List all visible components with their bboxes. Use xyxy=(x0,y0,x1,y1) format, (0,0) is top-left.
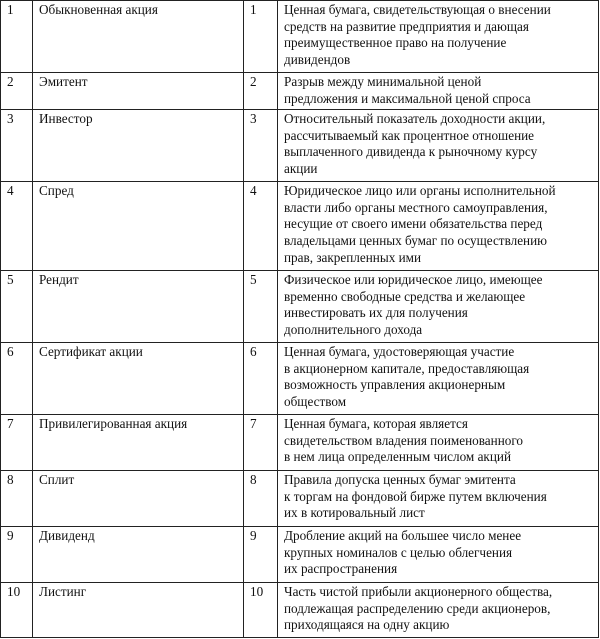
term-cell: Рендит xyxy=(33,271,244,343)
term-number: 7 xyxy=(1,415,33,471)
definition-cell xyxy=(278,182,599,271)
definition-line: Часть чистой прибыли акционерного общества, xyxy=(284,584,553,600)
table-row xyxy=(1,182,599,271)
definition-number: 6 xyxy=(244,343,278,415)
table-row xyxy=(1,73,599,110)
definition-line: акции xyxy=(284,160,318,176)
definition-number: 1 xyxy=(244,1,278,73)
definition-line: средств на развитие предприятия и дающая xyxy=(284,18,529,34)
term-cell: Инвестор xyxy=(33,110,244,182)
term-number: 2 xyxy=(1,73,33,110)
definition-number: 2 xyxy=(244,73,278,110)
definition-line: Правила допуска ценных бумаг эмитента xyxy=(284,472,516,488)
definition-line: приходящаяся на одну акцию xyxy=(284,617,450,633)
definition-number: 4 xyxy=(244,182,278,271)
table-row xyxy=(1,583,599,638)
term-cell: Листинг xyxy=(33,583,244,638)
definition-cell xyxy=(278,110,599,182)
term-cell: Сертификат акции xyxy=(33,343,244,415)
table-row xyxy=(1,343,599,415)
term-cell: Спред xyxy=(33,182,244,271)
definition-cell xyxy=(278,471,599,527)
definition-cell xyxy=(278,527,599,583)
definition-cell xyxy=(278,343,599,415)
definition-line: владельцами ценных бумаг по осуществлению xyxy=(284,232,548,248)
definition-cell xyxy=(278,73,599,110)
table-row xyxy=(1,471,599,527)
definition-line: рассчитываемый как процентное отношение xyxy=(284,127,535,143)
definition-line: их в котировальный лист xyxy=(284,505,425,521)
definition-line: дивидендов xyxy=(284,51,351,67)
term-number: 4 xyxy=(1,182,33,271)
definition-line: их распространения xyxy=(284,561,398,577)
definition-line: власти либо органы местного самоуправления, xyxy=(284,199,548,215)
definition-line: Физическое или юридическое лицо, имеющее xyxy=(284,272,543,288)
definition-line: преимущественное право на получение xyxy=(284,35,507,51)
definition-cell xyxy=(278,583,599,638)
definition-line: возможность управления акционерным xyxy=(284,377,506,393)
table-row xyxy=(1,527,599,583)
definition-number: 9 xyxy=(244,527,278,583)
definition-number: 5 xyxy=(244,271,278,343)
matching-table-body xyxy=(1,1,599,638)
table-row xyxy=(1,1,599,73)
definition-number: 10 xyxy=(244,583,278,638)
definition-line: временно свободные средства и желающее xyxy=(284,288,526,304)
term-number: 3 xyxy=(1,110,33,182)
definition-line: прав, закрепленных ими xyxy=(284,249,422,265)
term-number: 5 xyxy=(1,271,33,343)
definition-cell xyxy=(278,271,599,343)
term-number: 1 xyxy=(1,1,33,73)
term-number: 8 xyxy=(1,471,33,527)
definition-line: Ценная бумага, свидетельствующая о внесении xyxy=(284,2,551,17)
definition-line: предложения и максимальной ценой спроса xyxy=(284,90,531,106)
term-cell: Привилегированная акция xyxy=(33,415,244,471)
table-row xyxy=(1,415,599,471)
table-row xyxy=(1,110,599,182)
definition-line: к торгам на фондовой бирже путем включения xyxy=(284,488,547,504)
definition-line: Юридическое лицо или органы исполнительной xyxy=(284,183,556,199)
definition-line: в акционерном капитале, предоставляющая xyxy=(284,360,530,376)
definition-line: Дробление акций на большее число менее xyxy=(284,528,522,544)
definition-line: несущие от своего имени обязательства перед xyxy=(284,216,543,232)
definition-line: выплаченного дивиденда к рыночному курсу xyxy=(284,144,538,160)
definition-cell xyxy=(278,1,599,73)
definition-line: инвестировать их для получения xyxy=(284,305,468,321)
definition-line: в нем лица определенным числом акций xyxy=(284,449,512,465)
definition-line: Разрыв между минимальной ценой xyxy=(284,74,482,89)
definition-line: подлежащая распределению среди акционеров, xyxy=(284,600,551,616)
term-cell: Обыкновенная акция xyxy=(33,1,244,73)
definition-cell xyxy=(278,415,599,471)
table-row xyxy=(1,271,599,343)
term-number: 10 xyxy=(1,583,33,638)
definition-number: 8 xyxy=(244,471,278,527)
definition-line: Ценная бумага, удостоверяющая участие xyxy=(284,344,515,360)
definition-line: Ценная бумага, которая является xyxy=(284,416,468,432)
term-number: 9 xyxy=(1,527,33,583)
definition-line: обществом xyxy=(284,393,347,409)
definition-line: свидетельством владения поименованного xyxy=(284,432,524,448)
definition-line: Относительный показатель доходности акции, xyxy=(284,111,546,127)
term-cell: Эмитент xyxy=(33,73,244,110)
definition-number: 3 xyxy=(244,110,278,182)
term-cell: Сплит xyxy=(33,471,244,527)
definition-line: дополнительного дохода xyxy=(284,321,423,337)
definition-line: крупных номиналов с целью облегчения xyxy=(284,544,513,560)
definition-number: 7 xyxy=(244,415,278,471)
term-number: 6 xyxy=(1,343,33,415)
term-cell: Дивиденд xyxy=(33,527,244,583)
